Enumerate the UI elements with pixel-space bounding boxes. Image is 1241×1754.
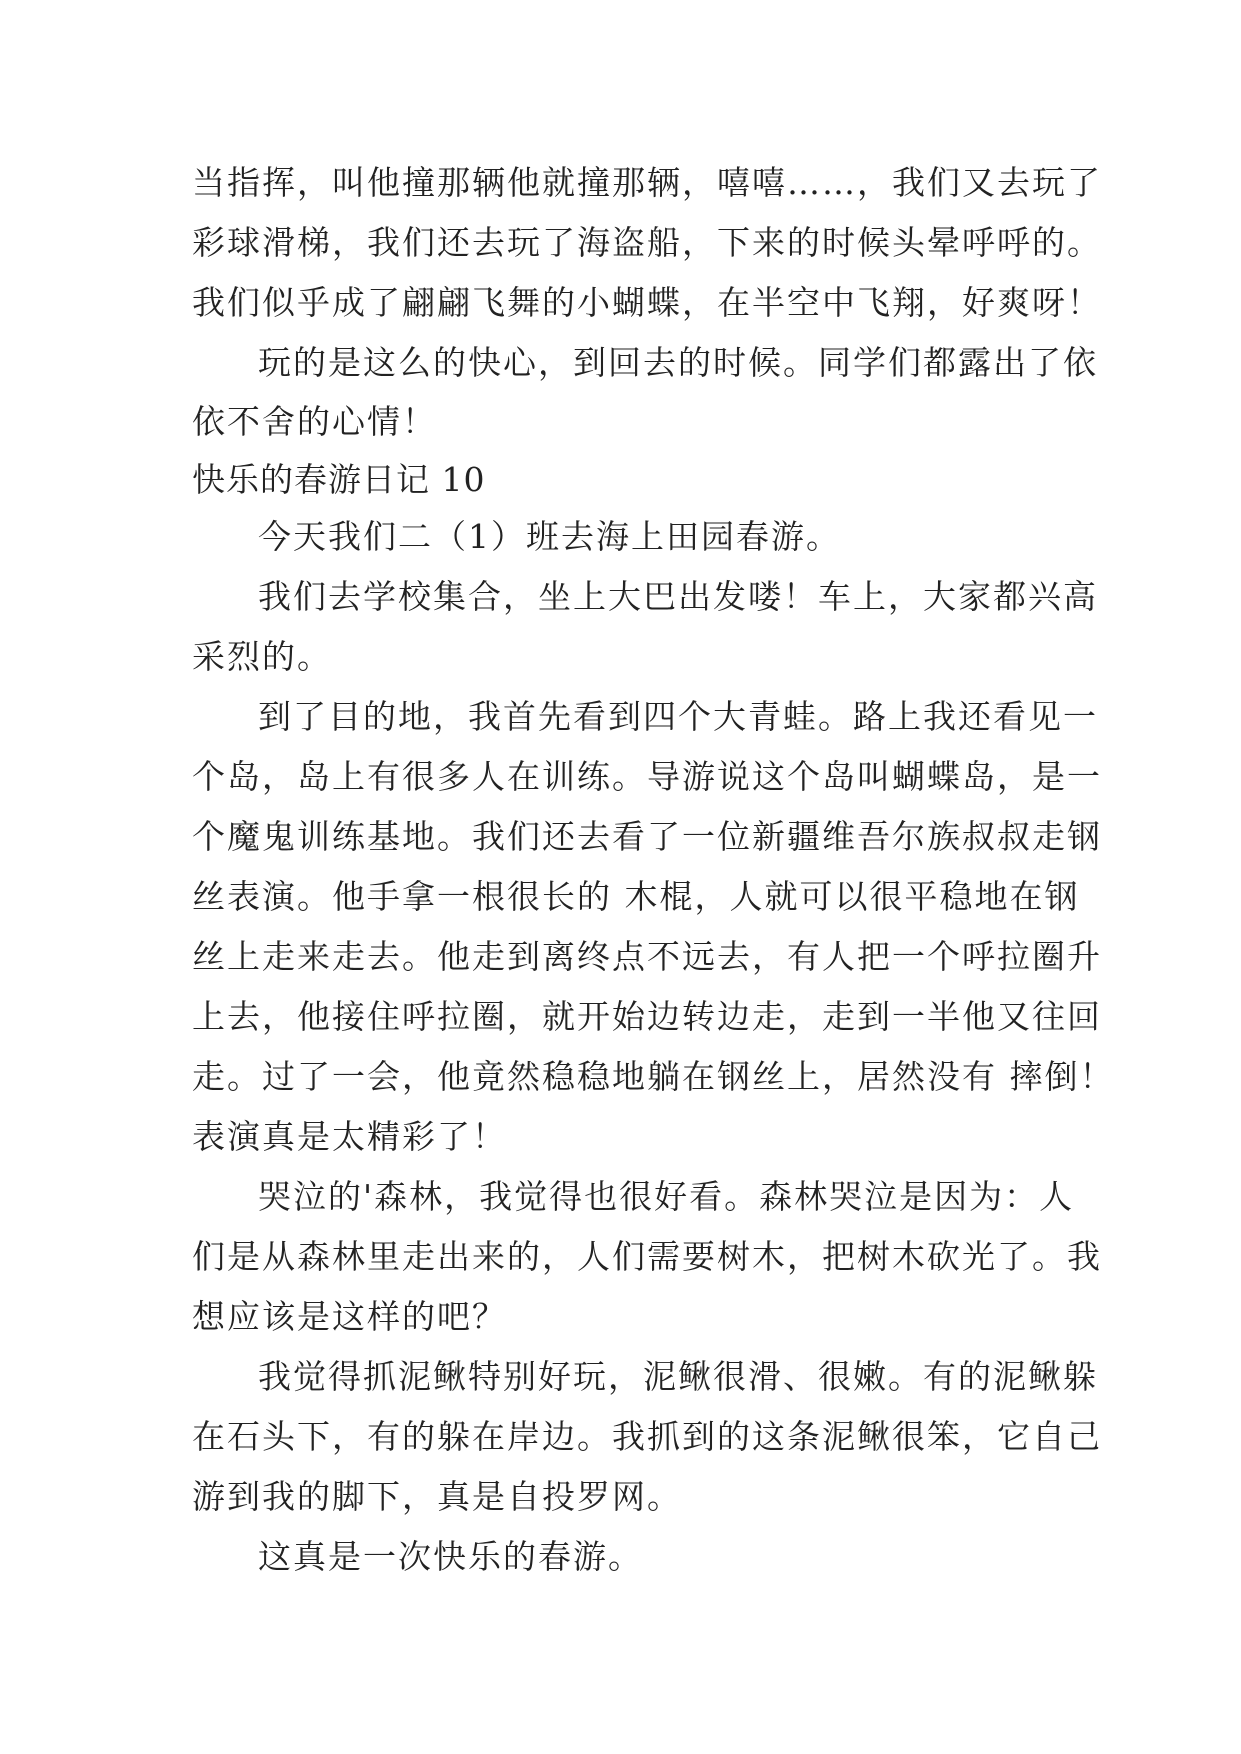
text-line: 想应该是这样的吧？ bbox=[192, 1297, 507, 1336]
text-line: 表演真是太精彩了！ bbox=[192, 1117, 507, 1156]
section-heading: 快乐的春游日记 10 bbox=[192, 460, 486, 499]
text-line: 当指挥，叫他撞那辆他就撞那辆，嘻嘻……，我们又去玩了 bbox=[192, 163, 1102, 202]
text-line: 游到我的脚下，真是自投罗网。 bbox=[192, 1477, 682, 1516]
paragraph-start: 玩的是这么的快心，到回去的时候。同学们都露出了依 bbox=[258, 343, 1098, 382]
paragraph-start: 到了目的地，我首先看到四个大青蛙。路上我还看见一 bbox=[258, 697, 1098, 736]
text-line: 个魔鬼训练基地。我们还去看了一位新疆维吾尔族叔叔走钢 bbox=[192, 817, 1102, 856]
text-line: 丝表演。他手拿一根很长的 木棍，人就可以很平稳地在钢 bbox=[192, 877, 1080, 916]
text-line: 们是从森林里走出来的，人们需要树木，把树木砍光了。我 bbox=[192, 1237, 1102, 1276]
text-line: 走。过了一会，他竟然稳稳地躺在钢丝上，居然没有 摔倒！ bbox=[192, 1057, 1115, 1096]
text-line: 依不舍的心情！ bbox=[192, 402, 437, 441]
text-line: 上去，他接住呼拉圈，就开始边转边走，走到一半他又往回 bbox=[192, 997, 1102, 1036]
text-line: 在石头下，有的躲在岸边。我抓到的这条泥鳅很笨，它自己 bbox=[192, 1417, 1102, 1456]
text-line: 采烈的。 bbox=[192, 637, 332, 676]
paragraph-start: 哭泣的'森林，我觉得也很好看。森林哭泣是因为：人 bbox=[258, 1177, 1075, 1216]
paragraph-start: 我们去学校集合，坐上大巴出发喽！车上，大家都兴高 bbox=[258, 577, 1098, 616]
paragraph-start: 今天我们二（1）班去海上田园春游。 bbox=[258, 517, 841, 556]
text-line: 丝上走来走去。他走到离终点不远去，有人把一个呼拉圈升 bbox=[192, 937, 1102, 976]
text-line: 个岛，岛上有很多人在训练。导游说这个岛叫蝴蝶岛，是一 bbox=[192, 757, 1102, 796]
text-line: 我们似乎成了翩翩飞舞的小蝴蝶，在半空中飞翔，好爽呀！ bbox=[192, 283, 1102, 322]
paragraph-start: 这真是一次快乐的春游。 bbox=[258, 1537, 643, 1576]
text-line: 彩球滑梯，我们还去玩了海盗船，下来的时候头晕呼呼的。 bbox=[192, 223, 1102, 262]
paragraph-start: 我觉得抓泥鳅特别好玩，泥鳅很滑、很嫩。有的泥鳅躲 bbox=[258, 1357, 1098, 1396]
